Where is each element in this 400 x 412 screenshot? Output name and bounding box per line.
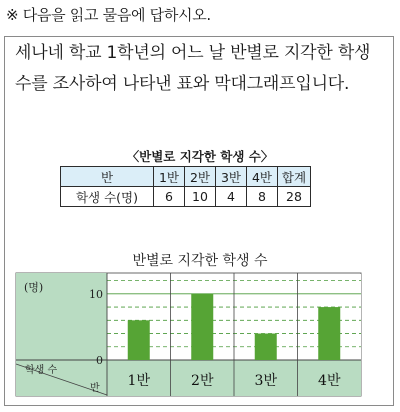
y-tick-label: 0 xyxy=(96,354,103,367)
table-header-cell: 반 xyxy=(61,167,154,187)
category-tick-label: 2반 xyxy=(191,373,214,389)
table-header-cell: 합계 xyxy=(278,167,311,187)
table-header-cell: 4반 xyxy=(247,167,278,187)
corner-label-bottom: 반 xyxy=(90,383,100,394)
table-caption: 〈반별로 지각한 학생 수〉 xyxy=(126,149,274,164)
table-cell: 4 xyxy=(216,187,247,207)
table-cell: 28 xyxy=(278,187,311,207)
category-tick-label: 3반 xyxy=(254,373,277,389)
table-cell: 6 xyxy=(154,187,185,207)
table-cell: 8 xyxy=(247,187,278,207)
bar xyxy=(128,320,150,360)
y-axis-label: (명) xyxy=(24,281,44,294)
bar xyxy=(318,307,340,360)
table-cell: 학생 수(명) xyxy=(61,187,154,207)
bar xyxy=(191,294,213,360)
bar xyxy=(255,334,277,360)
y-tick-label: 10 xyxy=(89,287,103,301)
corner-label-top: 학생 수 xyxy=(25,365,58,376)
table-header-cell: 1반 xyxy=(154,167,185,187)
table-header-cell: 3반 xyxy=(216,167,247,187)
table-cell: 10 xyxy=(185,187,216,207)
chart-title: 반별로 지각한 학생 수 xyxy=(132,253,268,269)
passage-text: 세나네 학교 1학년의 어느 날 반별로 지각한 학생 수를 조사하여 나타낸 표와 막대그래프입니다. xyxy=(15,43,371,94)
category-tick-label: 4반 xyxy=(318,373,341,389)
category-tick-label: 1반 xyxy=(127,373,150,389)
instruction-text: ※ 다음을 읽고 물음에 답하시오. xyxy=(6,6,211,24)
table-header-cell: 2반 xyxy=(185,167,216,187)
